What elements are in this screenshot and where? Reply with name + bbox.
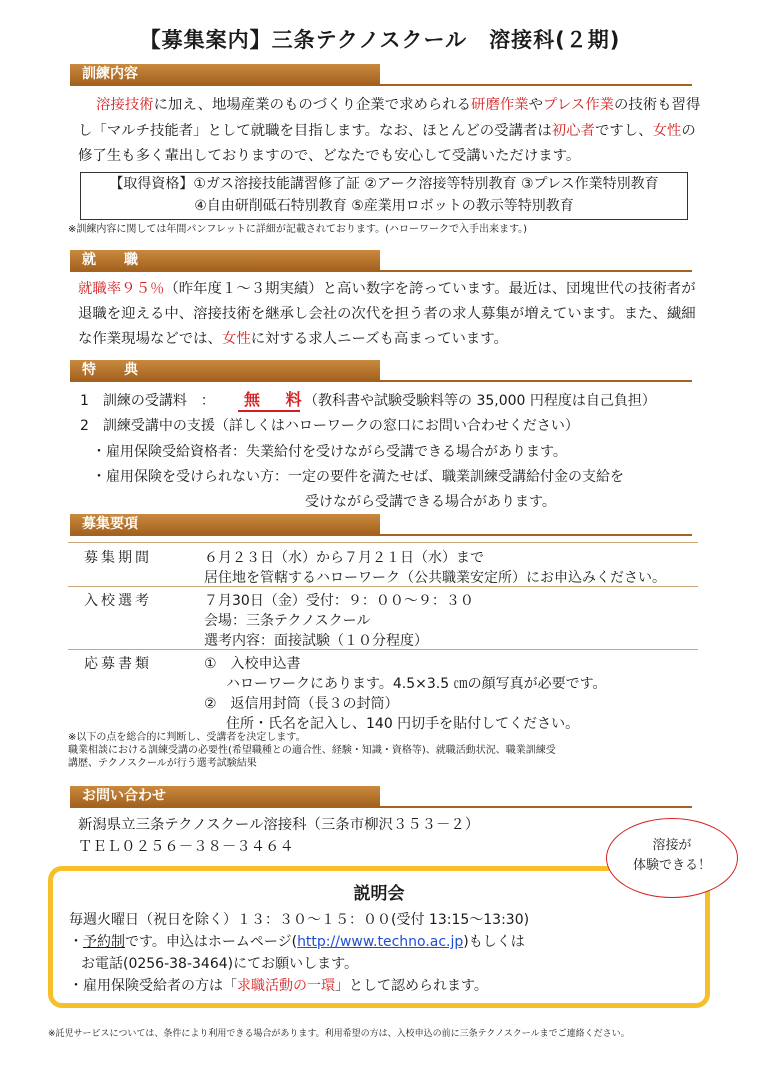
period-line-1: ６月２３日（水）から７月２１日（水）まで [204, 550, 484, 566]
cert-line-2: ④自由研削砥石特別教育 ⑤産業用ロボットの教示等特別教育 [194, 198, 574, 214]
kw-polishing: 研磨作業 [471, 97, 529, 113]
contact-tel: ＴＥＬ０２５６－３８－３４６４ [78, 839, 294, 855]
text: な作業現場などでは、 [78, 331, 222, 347]
briefing-reservation [69, 931, 525, 953]
benefit-2: 2 訓練受講中の支援（詳しくはハローワークの窓口にお問い合わせください） [80, 418, 579, 434]
section-rule [70, 380, 692, 382]
cert-line-1: 【取得資格】①ガス溶接技能講習修了証 ②アーク溶接等特別教育 ③プレス作業特別教育 [109, 176, 659, 192]
table-rule [68, 542, 698, 543]
employment-line-1 [78, 277, 696, 301]
documents-line-2: ハローワークにあります。4.5×3.5 ㎝の顔写真が必要です。 [226, 676, 607, 692]
training-line-3: 修了生も多く輩出しておりますので、どなたでも安心して受講いただけます。 [78, 148, 581, 164]
selection-line-3: 選考内容：面接試験（１０分程度） [204, 633, 428, 649]
benefit-bullet-2: ・雇用保険を受けられない方：一定の要件を満たせば、職業訓練受講給付金の支給を [92, 469, 624, 485]
text: の技術も習得 [613, 97, 701, 113]
section-rule [70, 270, 692, 272]
table-rule [68, 586, 698, 587]
footer-note: ※託児サービスについては、条件により利用できる場合があります。利用希望の方は、入校申込の前に三条テクノスクールまでご連絡ください。 [48, 1029, 630, 1039]
text: です。申込はホームページ( [125, 934, 298, 950]
documents-line-3: ② 返信用封筒（長３の封筒） [204, 696, 399, 712]
briefing-box [48, 866, 710, 1008]
selection-label: 入校選考 [84, 593, 152, 609]
selection-line-2: 会場：三条テクノスクール [204, 613, 371, 629]
table-rule [68, 649, 698, 650]
contact-address: 新潟県立三条テクノスクール溶接科（三条市柳沢３５３－２） [78, 817, 480, 833]
period-label: 募集期間 [84, 550, 152, 566]
text: ・雇用保険受給者の方は「 [69, 978, 237, 994]
briefing-insurance [69, 975, 488, 997]
benefit-bullet-3: 受けながら受講できる場合があります。 [305, 494, 556, 510]
recruit-note-2: 職業相談における訓練受講の必要性(希望職種との適合性、経験・知識・資格等)、就職活動状況、職業訓練受 [68, 745, 556, 756]
kw-employment-rate: 就職率９５％ [78, 281, 165, 297]
section-header-recruitment: 募集要項 [70, 514, 380, 536]
training-line-2 [78, 119, 696, 143]
page-title: 【募集案内】三条テクノスクール 溶接科(２期) [139, 28, 621, 52]
certifications-box [80, 172, 688, 220]
section-header-benefits: 特 典 [70, 360, 380, 382]
recruit-note-3: 講歴、テクノスクールが行う選考試験結果 [68, 758, 257, 769]
kw-beginner: 初心者 [551, 123, 595, 139]
homepage-link[interactable]: http://www.techno.ac.jp [297, 934, 464, 950]
employment-line-2: 退職を迎える中、溶接技術を継承し会社の次代を担う者の求人募集が増えています。また、繊細 [78, 306, 696, 322]
selection-line-1: ７月30日（金）受付：９：００～９：３０ [204, 593, 474, 609]
text: に対する求人ニーズも高まっています。 [250, 331, 508, 347]
kw-women: 女性 [221, 331, 251, 347]
kw-job-search: 求職活動の一環 [237, 978, 335, 994]
welding-experience-bubble [606, 818, 738, 898]
reservation-label: 予約制 [83, 934, 125, 950]
briefing-phone: お電話(0256-38-3464)にてお願いします。 [81, 956, 358, 972]
training-line-1 [96, 93, 700, 117]
benefit-1-note: （教科書や試験受験料等の 35,000 円程度は自己負担） [304, 393, 656, 409]
section-header-training: 訓練内容 [70, 64, 380, 86]
section-header-contact: お問い合わせ [70, 786, 380, 808]
text: し「マルチ技能者」として就職を目指します。なお、ほとんどの受講者は [78, 123, 552, 139]
benefit-bullet-1: ・雇用保険受給資格者：失業給付を受けながら受講できる場合があります。 [92, 444, 567, 460]
section-rule [70, 84, 692, 86]
text: ・ [69, 934, 83, 950]
bubble-line-2: 体験できる！ [632, 858, 711, 873]
documents-label: 応募書類 [84, 656, 152, 672]
briefing-title: 説明会 [353, 884, 405, 904]
kw-women: 女性 [652, 123, 682, 139]
free-underline [238, 410, 300, 412]
free-badge: 無 料 [244, 390, 312, 409]
recruit-note-1: ※以下の点を総合的に判断し、受講者を決定します。 [68, 732, 306, 743]
documents-line-1: ① 入校申込書 [204, 656, 301, 672]
section-header-employment: 就 職 [70, 250, 380, 272]
section-rule [70, 806, 692, 808]
bubble-line-1: 溶接が [652, 838, 692, 853]
text: 」として認められます。 [335, 978, 488, 994]
employment-line-3 [78, 327, 508, 351]
text: の [681, 123, 696, 139]
text: ですし、 [594, 123, 653, 139]
kw-press: プレス作業 [543, 97, 614, 113]
briefing-schedule: 毎週火曜日（祝日を除く）１３：３０～１５：００(受付 13:15～13:30) [69, 912, 530, 928]
text: （昨年度１～３期実績）と高い数字を誇っています。最近は、団塊世代の技術者が [164, 281, 696, 297]
text: に加え、地場産業のものづくり企業で求められる [153, 97, 472, 113]
period-line-2: 居住地を管轄するハローワーク（公共職業安定所）にお申込みください。 [204, 570, 666, 586]
benefit-1-label: 1 訓練の受講料 ： [80, 393, 215, 409]
section-rule [70, 534, 692, 536]
training-note: ※訓練内容に関しては年間パンフレットに詳細が記載されております。(ハローワークで入手出来ます。) [68, 224, 528, 235]
documents-line-4: 住所・氏名を記入し、140 円切手を貼付してください。 [226, 716, 580, 732]
text: )もしくは [463, 934, 525, 950]
text: や [528, 97, 544, 113]
kw-welding: 溶接技術 [96, 97, 154, 113]
